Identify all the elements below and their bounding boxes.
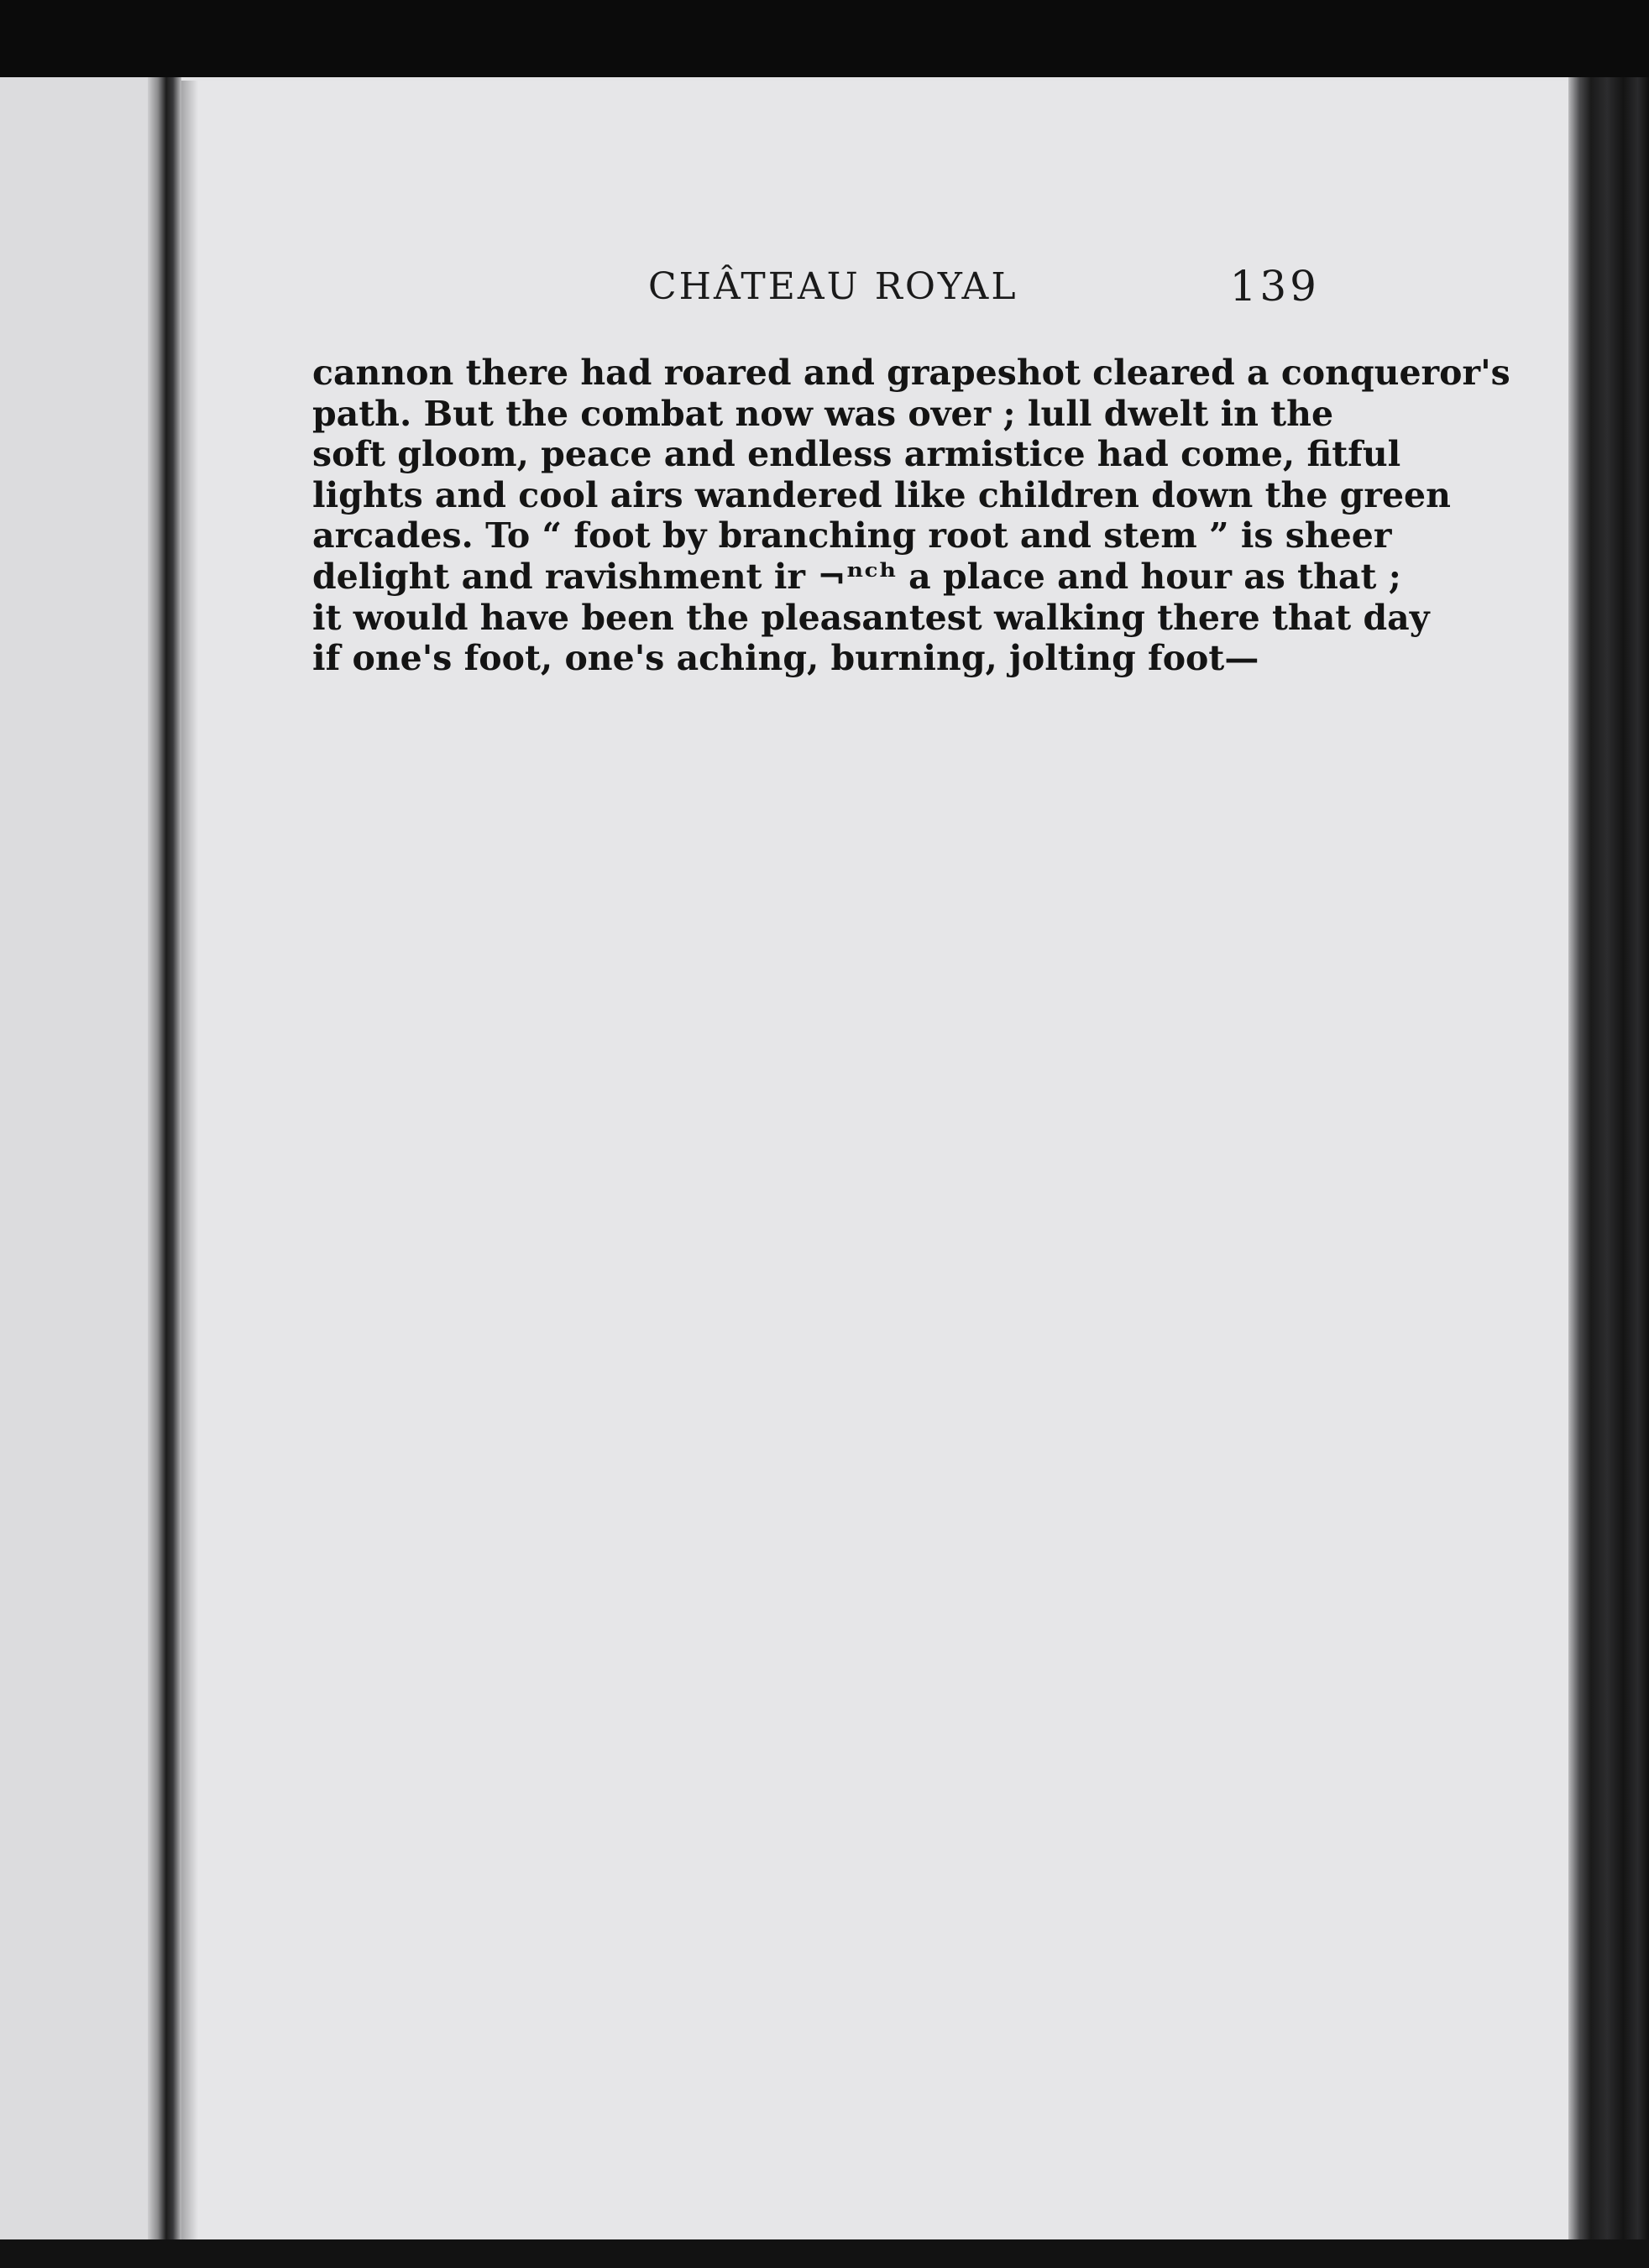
text-line: soft gloom, peace and endless armistice had come, fitful	[312, 434, 1401, 475]
text-line: path. But the combat now was over ; lull dwelt in the	[312, 393, 1334, 434]
text-line: delight and ravishment ir ¬ⁿᶜʰ a place and hour as that ;	[312, 556, 1401, 597]
running-head-title: CHÂTEAU ROYAL	[648, 265, 1018, 308]
running-header	[312, 262, 1320, 324]
page-number: 139	[1229, 262, 1320, 311]
book-spine-shadow	[148, 77, 181, 2268]
text-line: lights and cool airs wandered like children down the green	[312, 474, 1451, 515]
page-fore-edge	[1568, 77, 1649, 2268]
text-line: arcades. To “ foot by branching root and stem ” is sheer	[312, 515, 1392, 557]
text-line: cannon there had roared and grapeshot cleared a conqueror's	[312, 353, 1510, 393]
body-paragraph	[312, 353, 1510, 679]
scan-bottom-border	[0, 2239, 1649, 2268]
gutter-shadow	[181, 81, 198, 2268]
text-line: if one's foot, one's aching, burning, jolting foot—	[312, 638, 1259, 679]
facing-page-edge	[0, 77, 165, 2268]
text-line: it would have been the pleasantest walking there that day	[312, 597, 1430, 638]
